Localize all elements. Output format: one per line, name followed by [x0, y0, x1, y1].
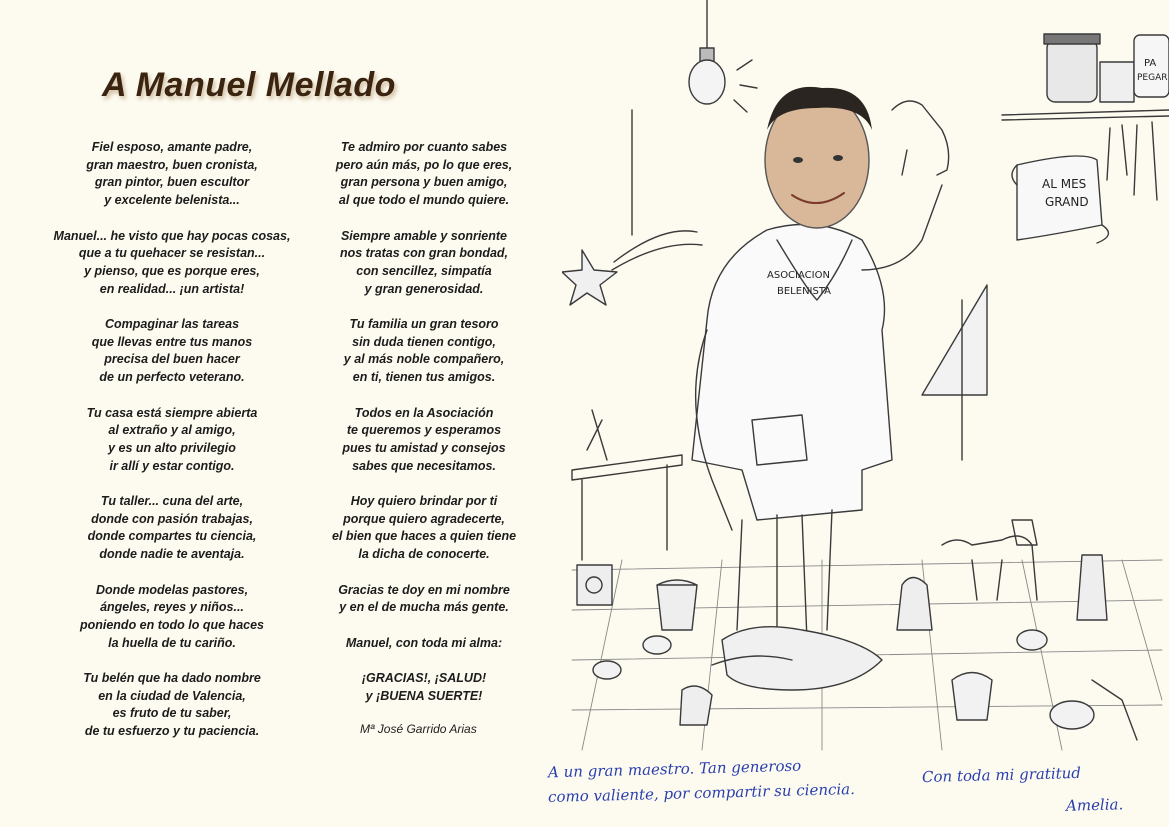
poem-line: Manuel... he visto que hay pocas cosas,	[53, 228, 291, 243]
poem-line: porque quiero agradecerte,	[343, 511, 505, 526]
poem-line: con sencillez, simpatía	[356, 263, 492, 278]
poem-line: la huella de tu cariño.	[108, 635, 236, 650]
poem-line: y al más noble compañero,	[343, 352, 505, 367]
poem-line: Te admiro por cuanto sabes	[340, 140, 508, 154]
caricature-drawing	[562, 0, 1169, 760]
shirt-text-2: BELENISTA	[777, 286, 832, 297]
poem-line: Tu taller... cuna del arte,	[100, 494, 244, 508]
handwritten-signature: Amelia.	[1065, 795, 1124, 815]
poem-line: gran pintor, buen escultor	[94, 175, 250, 190]
angel-figurine	[587, 410, 607, 460]
poem-line: de tu esfuerzo y tu paciencia.	[84, 724, 260, 739]
poem-line: donde con pasión trabajas,	[91, 511, 253, 526]
poem-line: Fiel esposo, amante padre,	[91, 140, 253, 154]
poem-line: en realidad... ¡un artista!	[99, 281, 245, 296]
shirt-text-1: ASOCIACION	[767, 270, 830, 281]
poem-line: que a tu quehacer se resistan...	[78, 246, 266, 261]
poem-line: en la ciudad de Valencia,	[98, 688, 246, 703]
jar-label-2: PEGAR	[1137, 73, 1168, 83]
poem-line: que llevas entre tus manos	[91, 334, 253, 349]
poem-stanza	[272, 405, 576, 476]
shooting-star-icon	[562, 110, 702, 305]
king-figurine	[897, 578, 932, 631]
person-legs	[712, 510, 882, 690]
poem-line: ¡GRACIAS!, ¡SALUD!	[361, 670, 487, 685]
set-square	[922, 285, 987, 460]
camel-figurine-top	[892, 101, 949, 175]
poem-line: y es un alto privilegio	[108, 440, 236, 455]
poem-line: te queremos y esperamos	[346, 423, 502, 438]
poem-line: Gracias te doy en mi nombre	[338, 582, 510, 597]
poem-line: Compaginar las tareas	[104, 317, 240, 331]
poem-stanza	[272, 316, 576, 387]
poem-line: y pienso, que es porque eres,	[84, 263, 260, 278]
poem-line: pues tu amistad y consejos	[342, 440, 506, 455]
poem-column-right	[272, 139, 576, 723]
poem-line: y ¡BUENA SUERTE!	[365, 688, 483, 703]
worktable	[572, 455, 682, 560]
poem-line: es fruto de tu saber,	[112, 706, 232, 721]
poem-signature: Mª José Garrido Arias	[360, 722, 477, 736]
poem-stanza	[272, 582, 576, 617]
poem-line: donde nadie te aventaja.	[99, 547, 245, 562]
poem-stanza	[272, 670, 576, 705]
jar-label: PA	[1144, 58, 1157, 69]
poem-line: al que todo el mundo quiere.	[338, 193, 510, 208]
poem-line: Tu belén que ha dado nombre	[83, 671, 261, 685]
poem-line: gran persona y buen amigo,	[340, 175, 508, 190]
poem-stanza	[272, 493, 576, 564]
poem-stanza	[272, 228, 576, 299]
poem-line: Tu familia un gran tesoro	[349, 317, 499, 331]
caricature-illustration	[562, 0, 1169, 760]
poem-line: ir allí y estar contigo.	[109, 458, 235, 473]
poem-line: en ti, tienen tus amigos.	[352, 370, 496, 385]
handwritten-line-2: como valiente, por compartir su ciencia.	[547, 779, 856, 807]
poem-line: y en el de mucha más gente.	[339, 600, 509, 615]
poem-line: sabes que necesitamos.	[352, 458, 496, 473]
kneeling-king-figurine	[680, 686, 712, 725]
poem-line: donde compartes tu ciencia,	[87, 529, 257, 544]
poem-stanza	[272, 635, 576, 653]
scroll-text-2: GRAND	[1045, 195, 1089, 209]
face-photo	[765, 87, 872, 228]
poem-line: Donde modelas pastores,	[95, 582, 249, 597]
poem-stanza	[272, 139, 576, 210]
poem-line: y excelente belenista...	[104, 193, 240, 208]
paint-bucket	[657, 580, 697, 630]
speaker-box	[577, 565, 612, 605]
poem-line: Hoy quiero brindar por ti	[350, 494, 498, 508]
handwritten-line-3: Con toda mi gratitud	[921, 763, 1082, 787]
shepherd-figurine	[1077, 555, 1107, 620]
poem-line: ángeles, reyes y niños...	[100, 600, 244, 615]
poem-line: nos tratas con gran bondad,	[339, 246, 509, 261]
poem-line: la dicha de conocerte.	[358, 547, 490, 562]
scroll-text-1: AL MES	[1042, 177, 1087, 191]
poem-line: gran maestro, buen cronista,	[86, 157, 258, 172]
light-bulb-icon	[689, 0, 757, 112]
poem-line: Siempre amable y sonriente	[340, 228, 508, 243]
poem-line: precisa del buen hacer	[104, 352, 240, 367]
poem-line: Manuel, con toda mi alma:	[345, 635, 503, 650]
poem-line: poniendo en todo lo que haces	[79, 617, 265, 632]
girl-figurine	[952, 673, 992, 721]
handwritten-line-1: A un gran maestro. Tan generoso	[547, 756, 802, 782]
poem-line: de un perfecto veterano.	[99, 370, 245, 385]
poem-line: Todos en la Asociación	[354, 405, 494, 420]
camel-saddle	[1012, 520, 1037, 545]
poem-line: el bien que haces a quien tiene	[331, 529, 517, 544]
poem-line: y gran generosidad.	[364, 281, 484, 296]
person-coat	[692, 185, 942, 530]
poem-line: al extraño y al amigo,	[108, 423, 236, 438]
poem-line: sin duda tienen contigo,	[352, 334, 496, 349]
donkey-figurine	[1092, 680, 1137, 740]
poster-title: A Manuel Mellado	[102, 66, 396, 104]
poem-line: pero aún más, po lo que eres,	[335, 157, 513, 172]
poem-line: Tu casa está siempre abierta	[86, 405, 258, 420]
